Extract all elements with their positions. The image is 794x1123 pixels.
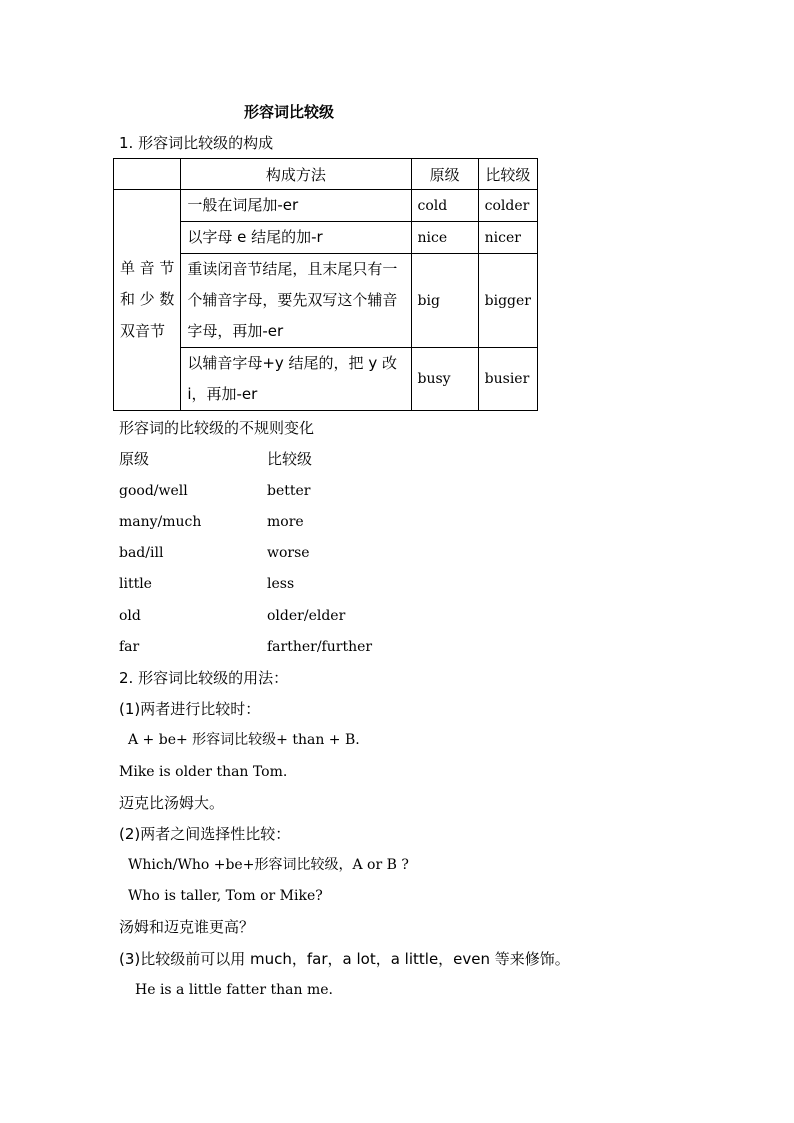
table-cell-comparative: nicer (478, 222, 537, 254)
usage1-example-en: Mike is older than Tom. (119, 764, 288, 780)
usage3-example-en: He is a little fatter than me. (135, 982, 333, 998)
table-cell-base: big (411, 254, 478, 348)
table-cell-comparative: bigger (478, 254, 537, 348)
table-header-comparative: 比较级 (478, 159, 537, 190)
table-row (114, 190, 538, 222)
table-cell-method: 一般在词尾加-er (181, 190, 411, 222)
table-header-base: 原级 (411, 159, 478, 190)
irregular-comp: farther/further (267, 639, 373, 655)
irregular-heading: 形容词的比较级的不规则变化 (119, 419, 315, 437)
table-cell-method: 以辅音字母+y 结尾的，把 y 改 i，再加-er (181, 348, 411, 411)
table-cell-comparative: busier (478, 348, 537, 411)
irregular-comp: better (267, 483, 311, 499)
usage3-heading: (3)比较级前可以用 much，far，a lot，a little，even 等来修饰。 (119, 950, 570, 968)
section2-heading: 2. 形容词比较级的用法： (119, 669, 289, 687)
section1-heading: 1. 形容词比较级的构成 (119, 134, 274, 152)
table-header-method: 构成方法 (181, 159, 411, 190)
irregular-base: far (119, 639, 140, 655)
irregular-col-comp-label: 比较级 (267, 450, 313, 468)
usage2-formula: Which/Who +be+形容词比较级，A or B ? (128, 857, 409, 873)
irregular-base: bad/ill (119, 545, 164, 561)
usage1-example-zh: 迈克比汤姆大。 (119, 794, 225, 812)
table-header-row (114, 159, 538, 190)
page-title: 形容词比较级 (244, 103, 335, 121)
comparative-rules-table (113, 158, 538, 411)
table-header-empty (114, 159, 181, 190)
usage1-heading: (1)两者进行比较时： (119, 700, 261, 718)
usage2-heading: (2)两者之间选择性比较： (119, 825, 291, 843)
table-cell-method: 重读闭音节结尾，且末尾只有一个辅音字母，要先双写这个辅音字母，再加-er (181, 254, 411, 348)
usage2-example-en: Who is taller, Tom or Mike? (128, 888, 323, 904)
table-category-cell: 单音节和少数双音节 (114, 190, 181, 411)
irregular-comp: older/elder (267, 608, 346, 624)
table-cell-base: busy (411, 348, 478, 411)
irregular-base: old (119, 608, 141, 624)
irregular-comp: more (267, 514, 304, 530)
irregular-base: good/well (119, 483, 188, 499)
irregular-comp: worse (267, 545, 310, 561)
irregular-base: many/much (119, 514, 202, 530)
table-cell-base: cold (411, 190, 478, 222)
table-cell-method: 以字母 e 结尾的加-r (181, 222, 411, 254)
irregular-col-base-label: 原级 (119, 450, 150, 468)
table-cell-comparative: colder (478, 190, 537, 222)
usage2-example-zh: 汤姆和迈克谁更高？ (119, 918, 255, 936)
table-cell-base: nice (411, 222, 478, 254)
irregular-comp: less (267, 576, 295, 592)
irregular-base: little (119, 576, 152, 592)
usage1-formula: A + be+ 形容词比较级+ than + B. (128, 732, 360, 748)
